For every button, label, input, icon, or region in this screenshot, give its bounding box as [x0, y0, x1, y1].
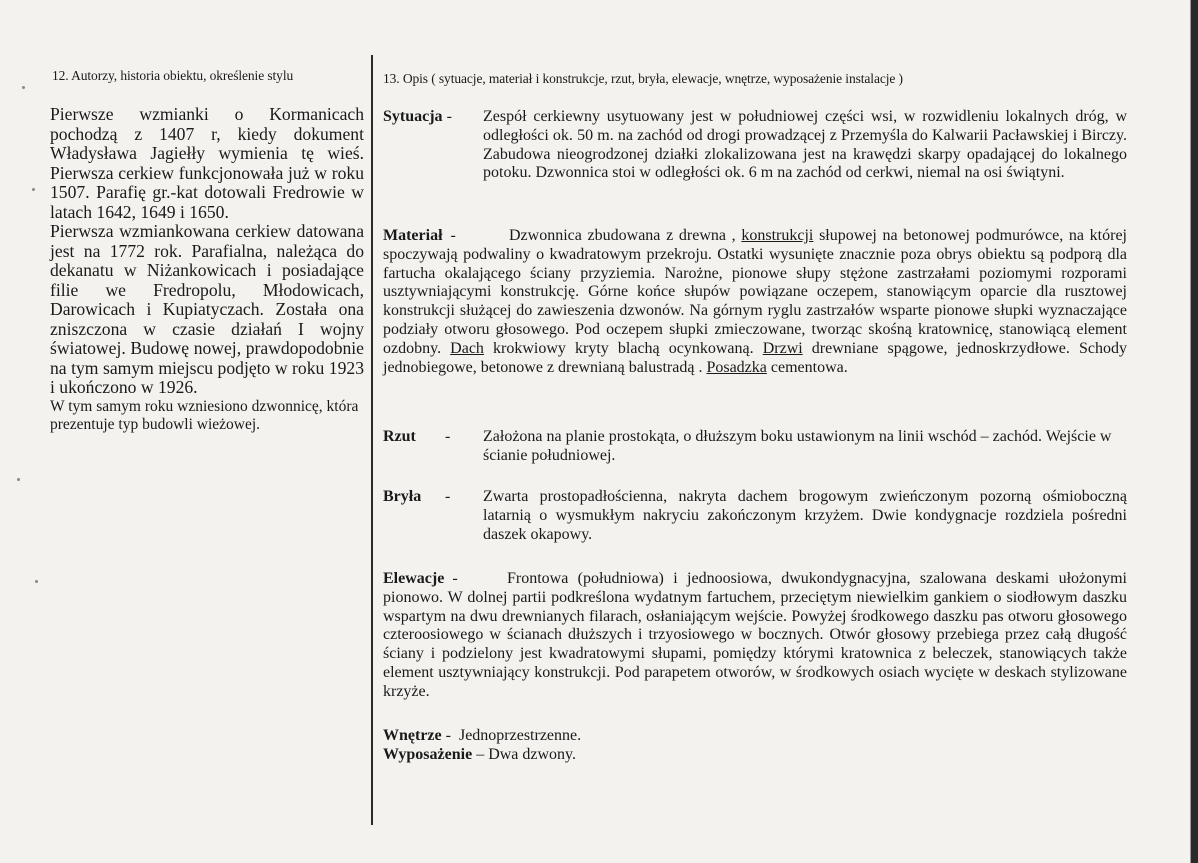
sytuacja-label: Sytuacja - [383, 108, 452, 125]
rzut-label: Rzut - [383, 428, 451, 445]
history-paragraph: Pierwsza wzmiankowana cerkiew datowana jest na 1772 rok. Parafialna, należąca do dekanatu w Niżankowicach i posiadające filie we Fredropolu, Młodowicach, Darowicach i Kupiatyczach. Została ona zniszczona w czasie działań I wojny światowej. Budowę nowej, prawdopodobnie na tym samym miejscu podjęto w roku 1923 i ukończono w 1926. [50, 221, 364, 397]
column-divider [371, 55, 373, 825]
wnetrze-text: Jednoprzestrzenne. [458, 727, 582, 744]
scan-right-border [1190, 0, 1198, 863]
wnetrze-line: Wnętrze - Jednoprzestrzenne. [383, 727, 582, 744]
scan-speck [17, 478, 20, 481]
history-paragraph: Pierwsze wzmianki o Kormanicach pochodzą z 1407 r, kiedy dokument Władysława Jagiełły wymienia tę wieś. Pierwsza cerkiew funkcjonowała już w roku 1507. Parafię gr.-kat dotowali Fredrowie w latach 1642, 1649 i 1650. [50, 104, 364, 222]
konstrukcji-link: konstrukcji [741, 227, 814, 244]
section-13-heading: 13. Opis ( sytuacje, materiał i konstrukcje, rzut, bryła, elewacje, wnętrze, wyposażenie instalacje ) [383, 71, 903, 86]
scan-speck [22, 86, 25, 89]
scan-speck [32, 188, 35, 191]
scan-speck [35, 580, 38, 583]
history-text [50, 105, 364, 434]
elewacje-text: Frontowa (południowa) i jednoosiowa, dwukondygnacyjna, szalowana deskami ułożonymi pionowo. W dolnej partii podkreślona wydatnym fartuchem, przeciętym niewielkim gankiem o siodłowym daszku wspartym na dwu drewnianych filarach, osłaniającym wejście. Powyżej środkowego daszku pas otworu głosowego czteroosiowego w ścianach dłuższych i trzyosiowego w bocznych. Otwór głosowy przebiega przez całą długość ściany i podzielony jest kwadratowymi słupami, pomiędzy którymi kratownica z beleczek, stanowiących także element usztywniający konstrukcji. Pod parapetem otworów, w środkowych osiach wycięte w deskach stylizowane krzyże. [383, 570, 1127, 700]
elewacje-label: Elewacje - [383, 570, 458, 587]
wyposazenie-line: Wyposażenie – Dwa dzwony. [383, 746, 577, 763]
history-paragraph: W tym samym roku wzniesiono dzwonnicę, która prezentuje typ budowli wieżowej. [50, 397, 359, 433]
dach-term: Dach [450, 339, 484, 357]
rzut-text: Założona na planie prostokąta, o dłuższym boku ustawionym na linii wschód – zachód. Wejście w ścianie południowej. [483, 428, 1112, 464]
material-text: Dzwonnica zbudowana z drewna , konstrukcji słupowej na betonowej podmurówce, na której spoczywają podwaliny o kwadratowym przekroju. Ostatki wysunięte znacznie poza obrys obiektu są podporą dla fartucha okalającego ściany przyziemia. Narożne, pionowe słupy stężone zastrzałami poziomymi rozporami usztywniającymi konstrukcję. Górne końce słupów powiązane oczepem, stanowiącym oparcie dla rusztowej konstrukcji służącej do zawieszenia dzwonów. Na górnym ryglu zastrzałów wsparte pionowe słupki wyznaczające podziały otworu głosowego. Pod oczepem słupki zmieczowane, tworząc skośną kratownicę, stanowiącą element ozdobny. Dach krokwiowy kryty blachą ocynkowaną. Drzwi drewniane spągowe, jednoskrzydłowe. Schody jednobiegowe, betonowe z drewnianą balustradą . Posadzka cementowa. [383, 227, 1128, 376]
section-12-heading: 12. Autorzy, historia obiektu, określenie stylu [52, 68, 294, 83]
wyposazenie-text: Dwa dzwony. [488, 746, 577, 763]
bryla-label: Bryła - [383, 488, 451, 505]
posadzka-term: Posadzka [706, 358, 767, 376]
material-label: Materiał - [383, 227, 456, 244]
sytuacja-text: Zespół cerkiewny usytuowany jest w południowej części wsi, w rozwidleniu lokalnych dróg, w odległości ok. 50 m. na zachód od drogi prowadzącej z Przemyśla do Kalwarii Pacławskiej i Birczy. Zabudowa nieogrodzonej działki zlokalizowana jest na krawędzi skarpy opadającej do lokalnego potoku. Dzwonnica stoi w odległości ok. 6 m na zachód od cerkwi, niemal na osi świątyni. [483, 108, 1127, 182]
bryla-text: Zwarta prostopadłościenna, nakryta dachem brogowym zwieńczonym pozorną ośmioboczną latarnią o wysmukłym nakryciu zakończonym krzyżem. Dwie kondygnacje rozdziela pośredni daszek okapowy. [483, 488, 1127, 543]
drzwi-term: Drzwi [762, 339, 803, 357]
